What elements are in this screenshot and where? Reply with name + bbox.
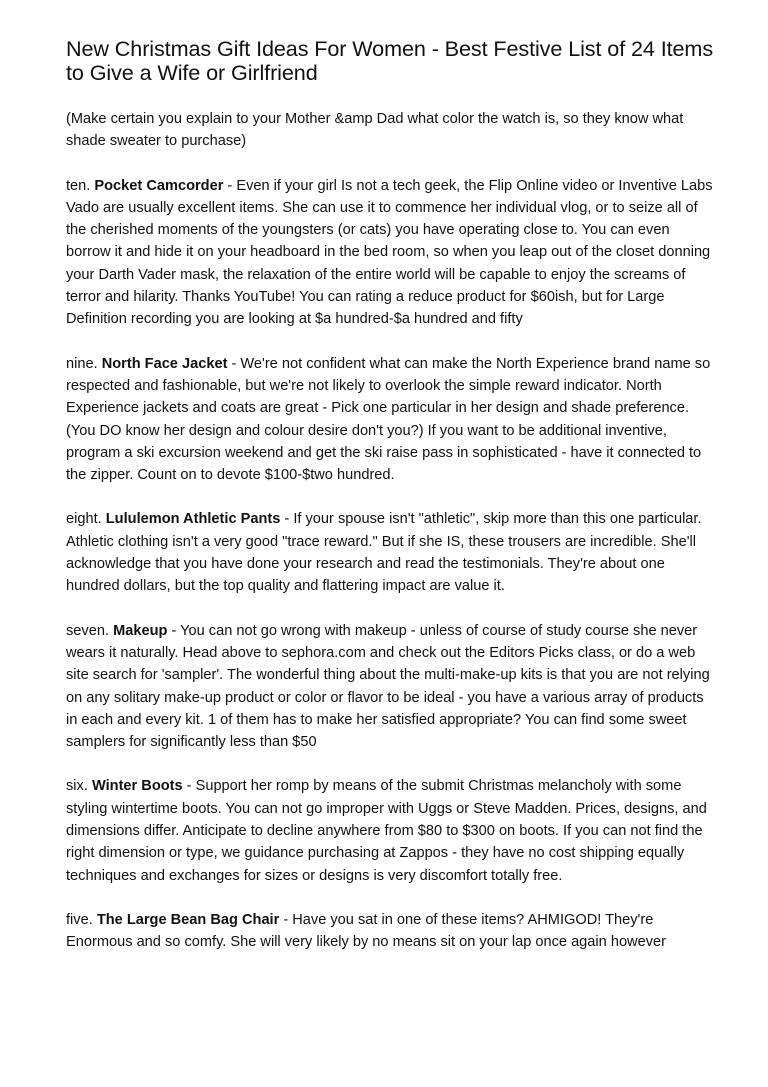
item-text: - We're not confident what can make the North Experience brand name so respected and fashionable, but we're not likely to overlook the simple reward indicator. North Experience jackets and coats are great - Pick one particular in her design and shade preference. (You DO know her design and colour desire don't you?) If you want to be additional inventive, program a ski excursion weekend and get the ski raise pass in sophisticated - have it connected to the zipper. Count on to devote $100-$two hundred.: [66, 355, 711, 484]
item-name: Lululemon Athletic Pants: [105, 511, 281, 528]
item-name: Winter Boots: [91, 778, 183, 795]
item-name: North Face Jacket: [101, 355, 228, 372]
item-text: - Even if your girl Is not a tech geek, the Flip Online video or Inventive Labs Vado are usually excellent items. She can use it to commence her individual vlog, or to seize all of the cherished moments of the youngsters (or cats) you have operating close to. You can even borrow it and hide it on your headboard in the bed room, so when you leap out of the closet donning your Darth Vader mask, the relaxation of the entire world will be capable to enjoy the screams of terror and hilarity. Thanks YouTube! You can rating a reduce product for $60ish, but for Large Definition recording you are looking at $a hundred-$a hundred and fifty: [66, 177, 713, 328]
intro-paragraph: (Make certain you explain to your Mother &amp Dad what color the watch is, so they know what shade sweater to purchase): [66, 111, 684, 150]
list-item-bean-bag-chair: [66, 909, 716, 954]
document-page: [66, 37, 716, 954]
list-item-winter-boots: [66, 775, 716, 886]
item-text: - If your spouse isn't "athletic", skip more than this one particular. Athletic clothing isn't a very good "trace reward." But if she IS, these trousers are incredible. She'll acknowledge that you have done your research and read the testimonials. They're about one hundred dollars, but the top quality and flattering impact are value it.: [66, 511, 702, 595]
item-name: Makeup: [113, 622, 168, 639]
item-text: - Have you sat in one of these items? AHMIGOD! They're Enormous and so comfy. She will very likely by no means sit on your lap once again however: [66, 911, 666, 951]
item-number: ten.: [66, 177, 95, 194]
item-name: Pocket Camcorder: [94, 177, 224, 194]
item-number: six.: [66, 778, 92, 795]
list-item-lululemon-pants: [66, 508, 716, 597]
page-title: New Christmas Gift Ideas For Women - Best Festive List of 24 Items to Give a Wife or Girlfriend: [66, 36, 714, 85]
list-item-pocket-camcorder: [66, 175, 716, 331]
item-text: - Support her romp by means of the submit Christmas melancholy with some styling wintertime boots. You can not go improper with Uggs or Steve Madden. Prices, designs, and dimensions differ. Anticipate to decline anywhere from $80 to $300 on boots. If you can not find the right dimension or type, we guidance purchasing at Zappos - they have no cost shipping equally techniques and exchanges for sizes or designs is very discomfort totally free.: [66, 778, 707, 884]
item-text: - You can not go wrong with makeup - unless of course of study course she never wears it naturally. Head above to sephora.com and check out the Editors Picks class, or do a web site search for 'sampler'. The wonderful thing about the multi-make-up kits is that you are not relying on any solitary make-up product or color or flavor to be ideal - you have a various array of products in each and every kit. 1 of them has to make her satisfied appropriate? You can find some sweet samplers for significantly less than $50: [66, 622, 710, 751]
item-number: nine.: [66, 355, 102, 372]
item-name: The Large Bean Bag Chair: [96, 911, 280, 928]
item-number: seven.: [66, 622, 114, 639]
item-number: five.: [66, 911, 97, 928]
list-item-makeup: [66, 620, 716, 754]
item-number: eight.: [66, 511, 106, 528]
list-item-north-face-jacket: [66, 353, 716, 487]
